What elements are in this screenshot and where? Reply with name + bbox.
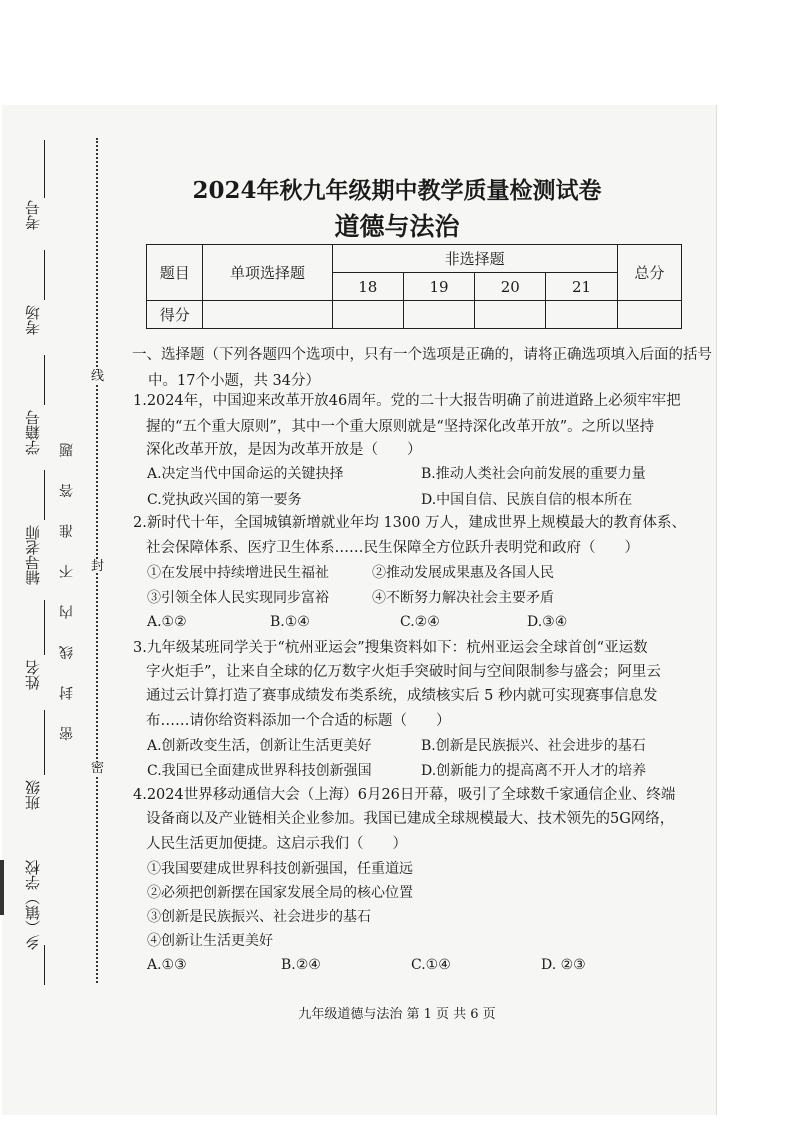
tutor-label: 辅导老师 xyxy=(24,525,42,585)
exam-room-line xyxy=(44,250,45,300)
binding-word-secret: 密 xyxy=(91,761,105,776)
question-4-item-4: ④创新让生活更美好 xyxy=(147,933,273,949)
question-2-option-d[interactable]: D.③④ xyxy=(527,614,568,630)
exam-title: 2024年秋九年级期中教学质量检测试卷 xyxy=(192,177,602,204)
score-cell-19[interactable] xyxy=(403,301,474,329)
question-number-21: 21 xyxy=(546,273,617,301)
binding-word-line: 线 xyxy=(91,369,105,384)
question-3-option-c[interactable]: C.我国已全面建成世界科技创新强国 xyxy=(147,763,372,779)
question-2-item-3: ③引领全体人民实现同步富裕 xyxy=(147,590,329,606)
question-3-option-a[interactable]: A.创新改变生活，创新让生活更美好 xyxy=(147,738,372,754)
question-header: 题目 xyxy=(147,245,203,301)
question-1-option-b[interactable]: B.推动人类社会向前发展的重要力量 xyxy=(421,466,646,482)
question-4-option-b[interactable]: B.②④ xyxy=(281,957,321,973)
score-cell-18[interactable] xyxy=(332,301,403,329)
name-line xyxy=(44,600,45,655)
question-4-line-1: 4.2024世界移动通信大会（上海）6月26日开幕，吸引了全球数千家通信企业、终端 xyxy=(133,787,676,803)
question-1-option-a[interactable]: A.决定当代中国命运的关键抉择 xyxy=(147,466,344,482)
question-1-line-3: 深化改革开放，是因为改革开放是（ ） xyxy=(146,442,422,458)
question-4-option-c[interactable]: C.①④ xyxy=(411,957,451,973)
question-4-item-1: ①我国要建成世界科技创新强国，任重道远 xyxy=(147,861,413,877)
score-table xyxy=(146,244,682,329)
score-cell-total[interactable] xyxy=(617,301,681,329)
binding-word-seal: 封 xyxy=(91,559,105,574)
question-4-line-2: 设备商以及产业链相关企业参加。我国已建成全球规模最大、技术领先的5G网络， xyxy=(146,811,675,827)
score-cell-21[interactable] xyxy=(546,301,617,329)
section-heading: 一、选择题（下列各题四个选项中，只有一个选项是正确的，请将正确选项填入后面的括号 xyxy=(132,347,712,363)
scan-edge-mark xyxy=(0,860,4,915)
name-label: 姓名 xyxy=(24,660,42,690)
question-3-line-4: 布……请你给资料添加一个合适的标题（ ） xyxy=(146,713,451,729)
question-3-option-d[interactable]: D.创新能力的提高离不开人才的培养 xyxy=(421,763,647,779)
school-line xyxy=(44,945,45,985)
question-1-option-d[interactable]: D.中国自信、民族自信的根本所在 xyxy=(421,492,633,508)
tutor-line xyxy=(44,470,45,520)
class-label: 班级 xyxy=(24,780,42,810)
binding-notice: 密 封 线 内 不 准 答 题 xyxy=(59,432,75,741)
question-3-line-3: 通过云计算打造了赛事成绩发布类系统，成绩核实后 5 秒内就可实现赛事信息发 xyxy=(146,688,658,704)
question-4-line-3: 人民生活更加便捷。这启示我们（ ） xyxy=(146,836,407,852)
total-header: 总分 xyxy=(617,245,681,301)
question-number-19: 19 xyxy=(403,273,474,301)
question-number-18: 18 xyxy=(332,273,403,301)
student-id-line xyxy=(44,355,45,405)
single-choice-header: 单项选择题 xyxy=(203,245,332,301)
student-id-label: 学籍号 xyxy=(24,410,42,455)
page-footer: 九年级道德与法治 第 1 页 共 6 页 xyxy=(298,1007,496,1022)
question-3-option-b[interactable]: B.创新是民族振兴、社会进步的基石 xyxy=(421,738,646,754)
score-cell-choice[interactable] xyxy=(203,301,332,329)
question-1-line-2: 握的“五个重大原则”，其中一个重大原则就是“坚持深化改革开放”。之所以坚持 xyxy=(146,419,655,435)
question-4-option-d[interactable]: D. ②③ xyxy=(541,957,586,973)
question-4-item-3: ③创新是民族振兴、社会进步的基石 xyxy=(147,909,371,925)
question-2-option-b[interactable]: B.①④ xyxy=(270,614,310,630)
question-2-item-2: ②推动发展成果惠及各国人民 xyxy=(372,565,554,581)
question-2-item-1: ①在发展中持续增进民生福祉 xyxy=(147,565,329,581)
question-2-item-4: ④不断努力解决社会主要矛盾 xyxy=(372,590,554,606)
class-line xyxy=(44,710,45,775)
question-1-line-1: 1.2024年，中国迎来改革开放46周年。党的二十大报告明确了前进道路上必须牢牢把 xyxy=(133,393,681,409)
non-choice-header: 非选择题 xyxy=(332,245,617,273)
question-4-option-a[interactable]: A.①③ xyxy=(147,957,187,973)
question-2-line-2: 社会保障体系、医疗卫生体系……民生保障全方位跃升表明党和政府（ ） xyxy=(146,540,639,556)
question-4-item-2: ②必须把创新摆在国家发展全局的核心位置 xyxy=(147,885,413,901)
question-2-option-c[interactable]: C.②④ xyxy=(400,614,440,630)
exam-room-label: 考场 xyxy=(24,305,42,335)
exam-number-label: 考号 xyxy=(24,200,42,230)
section-heading-cont: 中。17个小题，共 34分） xyxy=(148,373,321,389)
question-number-20: 20 xyxy=(475,273,546,301)
score-cell-20[interactable] xyxy=(475,301,546,329)
question-3-line-1: 3.九年级某班同学关于“杭州亚运会”搜集资料如下：杭州亚运会全球首创“亚运数 xyxy=(133,640,648,656)
question-1-option-c[interactable]: C.党执政兴国的第一要务 xyxy=(147,492,302,508)
question-3-line-2: 字火炬手”，让来自全球的亿万数字火炬手突破时间与空间限制参与盛会；阿里云 xyxy=(146,664,661,680)
question-2-option-a[interactable]: A.①② xyxy=(147,614,187,630)
subject-title: 道德与法治 xyxy=(334,212,460,241)
score-row-label: 得分 xyxy=(147,301,203,329)
school-label: 乡（镇）学校 xyxy=(24,860,42,950)
question-2-line-1: 2.新时代十年，全国城镇新增就业年均 1300 万人，建成世界上规模最大的教育体系、 xyxy=(133,515,686,531)
